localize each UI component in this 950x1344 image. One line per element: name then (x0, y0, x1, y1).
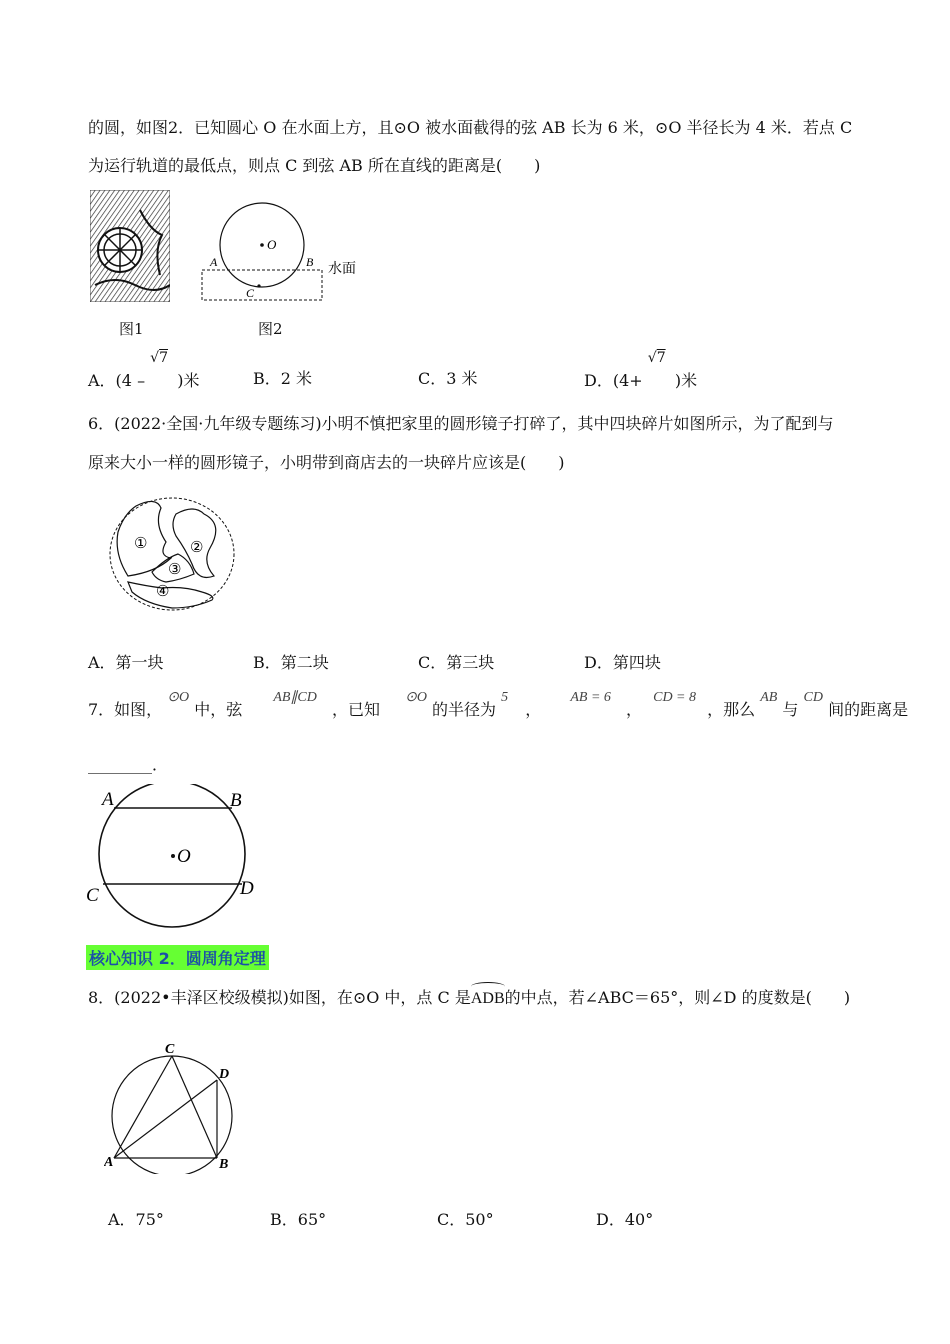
q6-option-c[interactable]: C．第三块 (418, 653, 495, 672)
q7-math-ab2: AB (760, 690, 778, 705)
q8-circle-diagram (104, 1038, 244, 1174)
label-o: O (267, 237, 277, 252)
sqrt-icon: √7 (647, 350, 666, 366)
q8-option-c[interactable]: C．50° (437, 1210, 494, 1229)
q5-figure1-image (90, 190, 170, 302)
q6-text-line2: 原来大小一样的圆形镜子，小明带到商店去的一块碎片应该是( ) (88, 453, 565, 472)
q6-option-a[interactable]: A．第一块 (88, 653, 164, 672)
q5-option-c[interactable]: C．3 米 (418, 369, 478, 388)
q7-circle-chords-diagram (82, 784, 272, 934)
q7-math-circle: ⊙O (167, 690, 190, 705)
sqrt-icon: √7 (150, 350, 169, 366)
label-b: B (306, 255, 314, 269)
piece-3-label: ③ (168, 562, 182, 578)
q6-text-line1: 6．(2022·全国·九年级专题练习)小明不慎把家里的圆形镜子打碎了，其中四块碎片如图所示，为了配到与 (88, 414, 834, 433)
q5-option-d-suffix: )米 (674, 371, 698, 390)
piece-4-label: ④ (156, 584, 170, 600)
q5-text-line2: 为运行轨道的最低点，则点 C 到弦 AB 所在直线的距离是( ) (88, 156, 541, 175)
label-a: A (104, 1155, 114, 1170)
water-surface-rect (202, 270, 322, 300)
q6-option-d[interactable]: D．第四块 (584, 653, 661, 672)
section-heading: 核心知识 2．圆周角定理 (86, 945, 269, 970)
label-o: O (177, 846, 191, 867)
q5-text-line1: 的圆，如图2．已知圆心 O 在水面上方，且⊙O 被水面截得的弦 AB 长为 6 米，⊙O 半径长为 4 米．若点 C (88, 118, 853, 137)
label-c: C (86, 885, 99, 906)
label-b: B (230, 790, 242, 811)
q7-math-circle2: ⊙O (405, 690, 427, 705)
q8-text: 8．(2022•丰泽区校级模拟)如图，在⊙O 中，点 C 是 ADB的中点，若∠ABC＝65°，则∠D 的度数是( ) (88, 987, 850, 1010)
q5-option-a[interactable] (88, 350, 200, 391)
piece-2-label: ② (190, 540, 204, 556)
q5-option-d-prefix: D．(4+ (584, 371, 643, 390)
label-a: A (102, 789, 114, 810)
q8-option-d[interactable]: D．40° (596, 1210, 654, 1229)
piece-1-label: ① (134, 536, 148, 552)
q5-option-a-prefix: A．(4 – (88, 371, 146, 390)
q5-figure1-caption: 图1 (119, 320, 144, 338)
q7-math-cd: CD = 8 (653, 690, 697, 705)
q5-option-b[interactable]: B．2 米 (253, 369, 313, 388)
q5-option-a-suffix: )米 (177, 371, 200, 390)
q8-option-b[interactable]: B．65° (270, 1210, 327, 1229)
q7-math-radius: 5 (501, 690, 509, 705)
q6-option-b[interactable]: B．第二块 (253, 653, 329, 672)
q5-figure2-diagram (196, 184, 366, 304)
q6-mirror-pieces-diagram (106, 494, 246, 614)
q8-option-a[interactable]: A．75° (108, 1210, 164, 1229)
q5-figure2-caption: 图2 (258, 320, 283, 338)
q7-math-cd2: CD (803, 690, 823, 705)
label-c: C (165, 1042, 175, 1057)
q5-option-d[interactable] (584, 350, 698, 391)
label-d: D (219, 1067, 230, 1082)
q8-arc: ADB (471, 988, 505, 1010)
label-a: A (210, 255, 218, 269)
label-b: B (219, 1157, 229, 1172)
q7-answer-blank[interactable]: ________． (88, 755, 169, 774)
q7-math-ab: AB = 6 (570, 690, 611, 705)
water-label: 水面 (328, 262, 356, 277)
label-c: C (246, 286, 255, 300)
q7-text: 7．如图， ⊙O 中，弦 AB∥CD ，已知 ⊙O 的半径为 5 ， AB = 6 ， CD = 8 ，那么 AB 与 CD 间的距离是 (88, 690, 909, 719)
q7-math-parallel: AB∥CD (273, 690, 317, 705)
label-d: D (240, 878, 254, 899)
